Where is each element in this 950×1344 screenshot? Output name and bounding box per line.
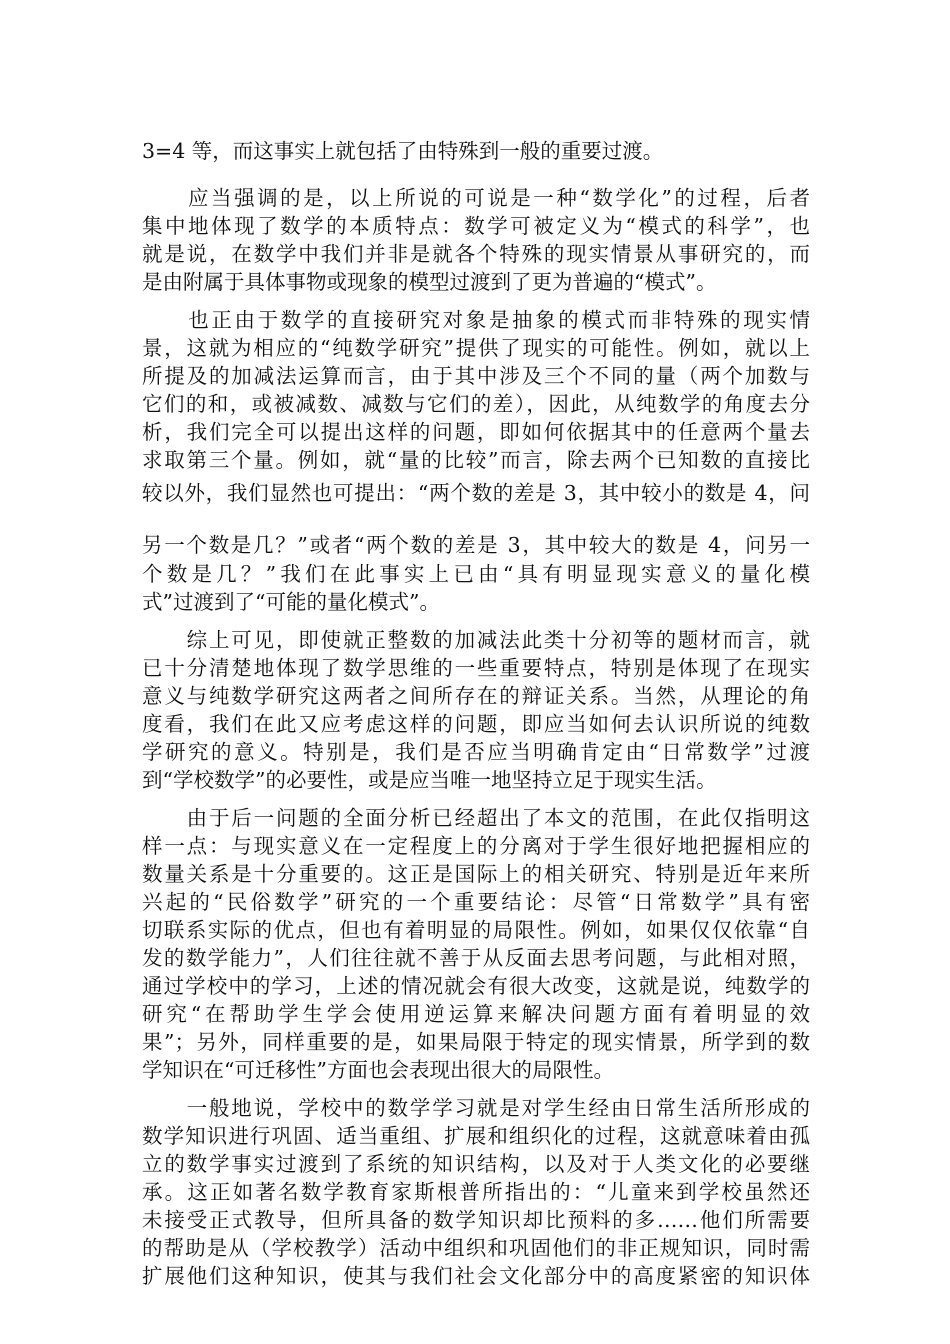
- text-line: 数量关系是十分重要的。这正是国际上的相关研究、特别是近年来所: [142, 862, 810, 886]
- text-line: 已十分清楚地体现了数学思维的一些重要特点，特别是体现了在现实: [142, 656, 810, 680]
- text-line: 切联系实际的优点，但也有着明显的局限性。例如，如果仅仅依靠“自: [142, 918, 810, 942]
- text-line: 它们的和，或被减数、减数与它们的差），因此，从纯数学的角度去分: [142, 392, 810, 416]
- text-line: 立的数学事实过渡到了系统的知识结构，以及对于人类文化的必要继: [142, 1152, 810, 1176]
- text-line: 的帮助是从（学校教学）活动中组织和巩固他们的非正规知识，同时需: [142, 1236, 810, 1260]
- text-line: 样一点：与现实意义在一定程度上的分离对于学生很好地把握相应的: [142, 834, 810, 858]
- text-line: 度看，我们在此又应考虑这样的问题，即应当如何去认识所说的纯数: [142, 712, 810, 736]
- text-line: 景，这就为相应的“纯数学研究”提供了现实的可能性。例如，就以上: [142, 336, 810, 360]
- text-line: 是由附属于具体事物或现象的模型过渡到了更为普遍的“模式”。: [142, 270, 717, 294]
- text-line: 扩展他们这种知识，使其与我们社会文化部分中的高度紧密的知识体: [142, 1264, 810, 1288]
- text-line: 通过学校中的学习，上述的情况就会有很大改变，这就是说，纯数学的: [142, 974, 810, 998]
- text-line: 集中地体现了数学的本质特点：数学可被定义为“模式的科学”，也: [142, 214, 810, 238]
- text-line: 另一个数是几？”或者“两个数的差是 3，其中较大的数是 4，问另一: [142, 533, 810, 557]
- text-line: 兴起的“民俗数学”研究的一个重要结论：尽管“日常数学”具有密: [142, 890, 810, 914]
- text-line: 数学知识进行巩固、适当重组、扩展和组织化的过程，这就意味着由孤: [142, 1124, 810, 1148]
- text-line: 综上可见，即使就正整数的加减法此类十分初等的题材而言，就: [142, 628, 810, 652]
- text-line: 一般地说，学校中的数学学习就是对学生经由日常生活所形成的: [142, 1096, 810, 1120]
- text-line: 个数是几？”我们在此事实上已由“具有明显现实意义的量化模: [142, 562, 810, 586]
- text-line: 到“学校数学”的必要性，或是应当唯一地坚持立足于现实生活。: [142, 768, 717, 792]
- text-line: 求取第三个量。例如，就“量的比较”而言，除去两个已知数的直接比: [142, 448, 810, 472]
- text-line: 由于后一问题的全面分析已经超出了本文的范围，在此仅指明这: [142, 806, 810, 830]
- text-line: 3=4 等，而这事实上就包括了由特殊到一般的重要过渡。: [142, 139, 664, 163]
- text-line: 学研究的意义。特别是，我们是否应当明确肯定由“日常数学”过渡: [142, 740, 810, 764]
- text-line: 式”过渡到了“可能的量化模式”。: [142, 590, 440, 614]
- text-line: 所提及的加减法运算而言，由于其中涉及三个不同的量（两个加数与: [142, 364, 810, 388]
- text-line: 承。这正如著名数学教育家斯根普所指出的：“儿童来到学校虽然还: [142, 1180, 810, 1204]
- text-line: 果”；另外，同样重要的是，如果局限于特定的现实情景，所学到的数: [142, 1030, 810, 1054]
- text-line: 意义与纯数学研究这两者之间所存在的辩证关系。当然，从理论的角: [142, 684, 810, 708]
- text-line: 也正由于数学的直接研究对象是抽象的模式而非特殊的现实情: [142, 308, 810, 332]
- text-line: 研究“在帮助学生学会使用逆运算来解决问题方面有着明显的效: [142, 1002, 810, 1026]
- text-line: 就是说，在数学中我们并非是就各个特殊的现实情景从事研究的，而: [142, 242, 810, 266]
- text-line: 发的数学能力”，人们往往就不善于从反面去思考问题，与此相对照，: [142, 946, 810, 970]
- text-line: 析，我们完全可以提出这样的问题，即如何依据其中的任意两个量去: [142, 420, 810, 444]
- text-line: 学知识在“可迁移性”方面也会表现出很大的局限性。: [142, 1058, 614, 1082]
- text-line: 应当强调的是，以上所说的可说是一种“数学化”的过程，后者: [142, 186, 810, 210]
- text-line: 较以外，我们显然也可提出：“两个数的差是 3，其中较小的数是 4，问: [142, 481, 810, 505]
- text-line: 未接受正式教导，但所具备的数学知识却比预料的多……他们所需要: [142, 1208, 810, 1232]
